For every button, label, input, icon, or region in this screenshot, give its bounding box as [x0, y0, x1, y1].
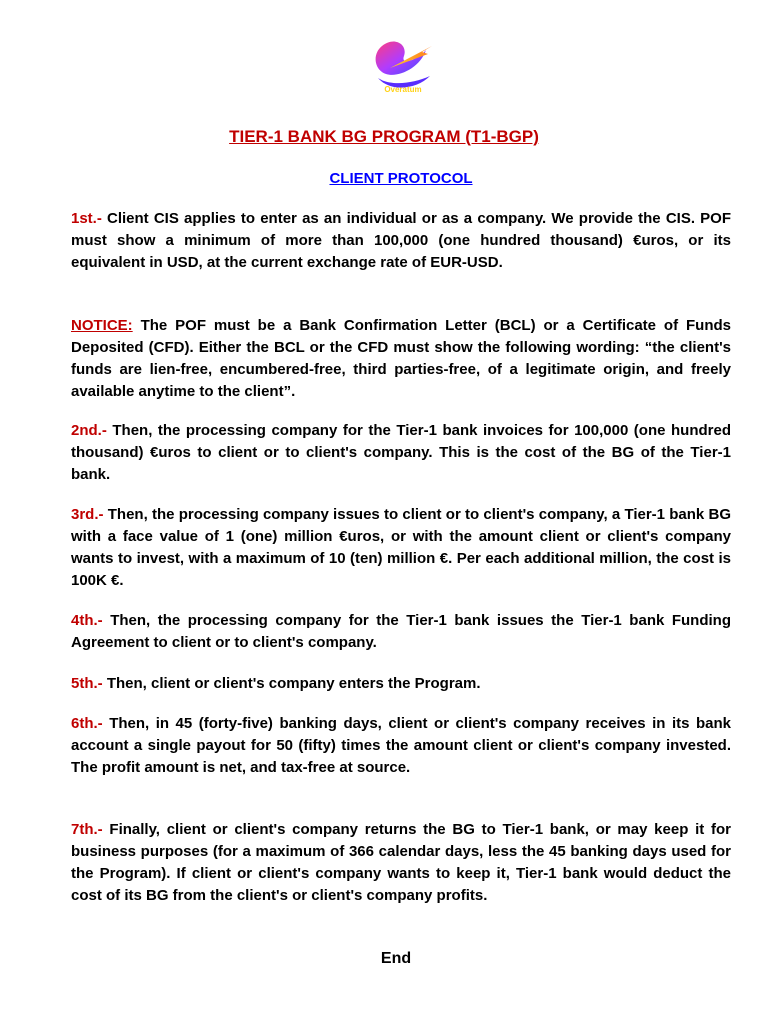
step-label: 7th.-: [71, 821, 103, 838]
step-text: Then, client or client's company enters the Program.: [102, 675, 481, 692]
step-text: Then, the processing company for the Tier-1 bank issues the Tier-1 bank Funding Agreement to client or to client's company.: [71, 612, 731, 651]
document-title: TIER-1 BANK BG PROGRAM (T1-BGP): [229, 127, 539, 146]
company-logo: [360, 38, 446, 98]
paragraph-5th: [71, 673, 731, 695]
paragraph-7th: [71, 819, 731, 907]
step-label: 2nd.-: [71, 422, 107, 439]
notice-text: The POF must be a Bank Confirmation Letter (BCL) or a Certificate of Funds Deposited (CFD). Either the BCL or the CFD must show the following wording: “the client's funds are lien-free, encumbered-free, third parties-free, of a legitimate origin, and freely available anytime to the client”.: [71, 317, 731, 400]
paragraph-3rd: [71, 504, 731, 592]
paragraph-2nd: [71, 420, 731, 486]
step-label: 5th.-: [71, 675, 103, 692]
notice-label: NOTICE:: [71, 317, 133, 334]
step-text: Then, the processing company for the Tier-1 bank invoices for 100,000 (one hundred thousand) €uros to client or to client's company. This is the cost of the BG of the Tier-1 bank.: [71, 422, 731, 483]
logo-swoosh: [376, 41, 426, 74]
document-subtitle: CLIENT PROTOCOL: [329, 170, 473, 187]
paragraph-4th: [71, 610, 731, 654]
step-text: Client CIS applies to enter as an individual or as a company. We provide the CIS. POF must show a minimum of more than 100,000 (one hundred thousand) €uros, or its equivalent in USD, at the current exchange rate of EUR-USD.: [71, 210, 731, 271]
step-label: 1st.-: [71, 210, 102, 227]
step-label: 3rd.-: [71, 506, 104, 523]
step-text: Then, the processing company issues to client or to client's company, a Tier-1 bank BG with a face value of 1 (one) million €uros, or with the amount client or client's company wants to invest, with a maximum of 10 (ten) million €. Per each additional million, the cost is 100K €.: [71, 506, 731, 589]
step-label: 6th.-: [71, 715, 103, 732]
step-text: Finally, client or client's company returns the BG to Tier-1 bank, or may keep it for business purposes (for a maximum of 366 calendar days, less the 45 banking days used for the Program). If client or client's company wants to keep it, Tier-1 bank would deduct the cost of its BG from the client's or client's company profits.: [71, 821, 731, 904]
logo-text: Overatum: [384, 85, 422, 94]
step-text: Then, in 45 (forty-five) banking days, client or client's company receives in its bank account a single payout for 50 (fifty) times the amount client or client's company invested. The profit amount is net, and tax-free at source.: [71, 715, 731, 776]
end-label: End: [380, 950, 412, 967]
paragraph-1st: [71, 208, 731, 274]
paragraph-6th: [71, 713, 731, 779]
paragraph-notice: [71, 315, 731, 403]
step-label: 4th.-: [71, 612, 103, 629]
